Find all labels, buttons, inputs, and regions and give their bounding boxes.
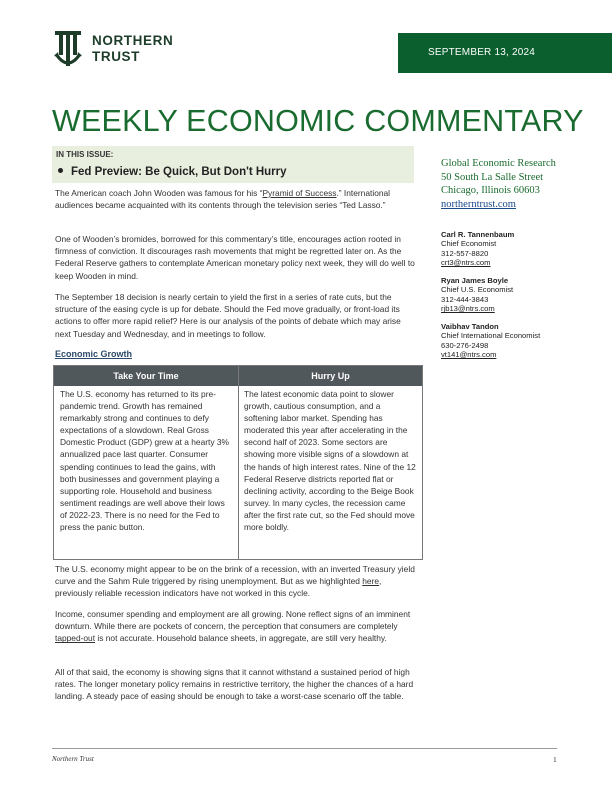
northern-trust-logo xyxy=(52,28,192,70)
contact-card xyxy=(441,322,540,360)
anchor-icon xyxy=(52,28,84,70)
contact-title: Chief U.S. Economist xyxy=(441,285,514,295)
contact-title: Chief International Economist xyxy=(441,331,541,341)
p5-text-a: Income, consumer spending and employment are all growing. None reflect signs of an imminent downturn. While there are pockets of concern, the perception that consumers are completely xyxy=(55,609,411,632)
paragraph-1 xyxy=(55,187,417,211)
contact-email-link[interactable]: rjb13@ntrs.com xyxy=(441,304,495,314)
contact-name: Vaibhav Tandon xyxy=(441,322,499,331)
pyramid-of-success-link[interactable]: Pyramid of Success xyxy=(262,188,337,198)
table-header-hurry-up: Hurry Up xyxy=(239,366,422,386)
paragraph-4 xyxy=(55,563,417,600)
org-address-2: Chicago, Illinois 60603 xyxy=(441,185,540,196)
website-link[interactable]: northerntrust.com xyxy=(441,198,516,210)
footer-divider xyxy=(52,748,557,749)
bullet-icon xyxy=(58,168,63,173)
section-heading-economic-growth: Economic Growth xyxy=(55,349,133,359)
p4-text-a: The U.S. economy might appear to be on the brink of a recession, with an inverted Treasury yield curve and the Sahm Rule triggered by rising unemployment. But as we highlighted xyxy=(55,564,415,587)
contact-phone: 312-557-8820 xyxy=(441,248,489,258)
paragraph-2: One of Wooden’s bromides, borrowed for this commentary’s title, encourages action rooted in firmness of conviction. It discourages rash movements that might be regretted later on. As the Federal Reserve gathers to contemplate American monetary policy next week, they will do well to keep Wooden in mind. xyxy=(55,234,415,281)
p1-text-a: The American coach John Wooden was famous for his “ xyxy=(55,188,263,198)
sidebar-organization xyxy=(441,157,556,211)
contact-title: Chief Economist xyxy=(441,239,497,249)
comparison-table xyxy=(53,365,423,560)
document-title: WEEKLY ECONOMIC COMMENTARY xyxy=(52,104,584,138)
issue-item-text: Fed Preview: Be Quick, But Don't Hurry xyxy=(71,166,287,178)
table-cell-hurry-up: The latest economic data point to slower growth, cautious consumption, and a softening labor market. Spending has moderated this year after accelerating in the second half of 2023. Some sectors are showing more visible signs of a slowdown at the hands of high interest rates. Nine of the 12 Federal Reserve districts reported flat or declining activity, according to the Beige Book survey. In many cycles, the recession came after the first rate cut, so the Fed should move more boldly. xyxy=(244,389,416,533)
logo-wordmark xyxy=(92,33,173,65)
tapped-out-link[interactable]: tapped-out xyxy=(55,633,96,644)
here-link[interactable]: here xyxy=(362,576,380,587)
paragraph-5 xyxy=(55,608,417,645)
contact-phone: 312-444-3843 xyxy=(441,294,489,304)
in-this-issue-box xyxy=(52,146,414,183)
logo-line-1: NORTHERN xyxy=(92,33,174,48)
date-banner: SEPTEMBER 13, 2024 xyxy=(398,33,612,73)
table-header-take-your-time: Take Your Time xyxy=(54,366,238,386)
page-number: 1 xyxy=(553,755,557,764)
p1-text-b: .” International audiences became acquainted with its contents through the television series “Ted Lasso.” xyxy=(55,188,391,211)
p4-text-b: , previously reliable recession indicators have not worked in this cycle. xyxy=(55,576,382,599)
paragraph-6: All of that said, the economy is showing signs that it cannot withstand a sustained period of high rates. The longer monetary policy remains in restrictive territory, the higher the chances of a hard landing. A steady pace of easing should be enough to take a worst-case scenario off the table. xyxy=(55,667,414,702)
logo-line-2: TRUST xyxy=(92,49,140,64)
paragraph-3: The September 18 decision is nearly certain to yield the first in a series of rate cuts, but the structure of the easing cycle is up for debate. Should the Fed move gradually, or front-load its actions to offer more rapid relief? Here is our analysis of the points of debate which may arise next Tuesday and Wednesday, and in meetings to follow. xyxy=(55,292,401,339)
contact-phone: 630-276-2498 xyxy=(441,340,489,350)
table-cell-take-your-time: The U.S. economy has returned to its pre-pandemic trend. Growth has remained remarkably strong and continues to defy expectations of a slowdown. Real Gross Domestic Product (GDP) grew at a hearty 3% annualized pace last quarter. Consumer spending continues to lead the gains, with both businesses and government playing a supporting role. Household and business sentiment readings are well above their lows of 2022-23. There is no need for the Fed to press the panic button. xyxy=(60,389,229,533)
org-address-1: 50 South La Salle Street xyxy=(441,171,544,183)
footer-brand: Northern Trust xyxy=(52,755,94,763)
contact-name: Ryan James Boyle xyxy=(441,276,509,285)
contact-name: Carl R. Tannenbaum xyxy=(441,230,515,239)
issue-label: IN THIS ISSUE: xyxy=(56,150,114,159)
table-divider xyxy=(238,366,239,559)
contact-card xyxy=(441,276,513,314)
issue-item[interactable] xyxy=(56,166,287,178)
org-name: Global Economic Research xyxy=(441,158,556,169)
contact-email-link[interactable]: vt141@ntrs.com xyxy=(441,350,497,360)
contact-email-link[interactable]: crt3@ntrs.com xyxy=(441,258,491,268)
p5-text-b: is not accurate. Household balance sheets, in aggregate, are still very healthy. xyxy=(95,633,387,644)
contact-card xyxy=(441,230,514,268)
